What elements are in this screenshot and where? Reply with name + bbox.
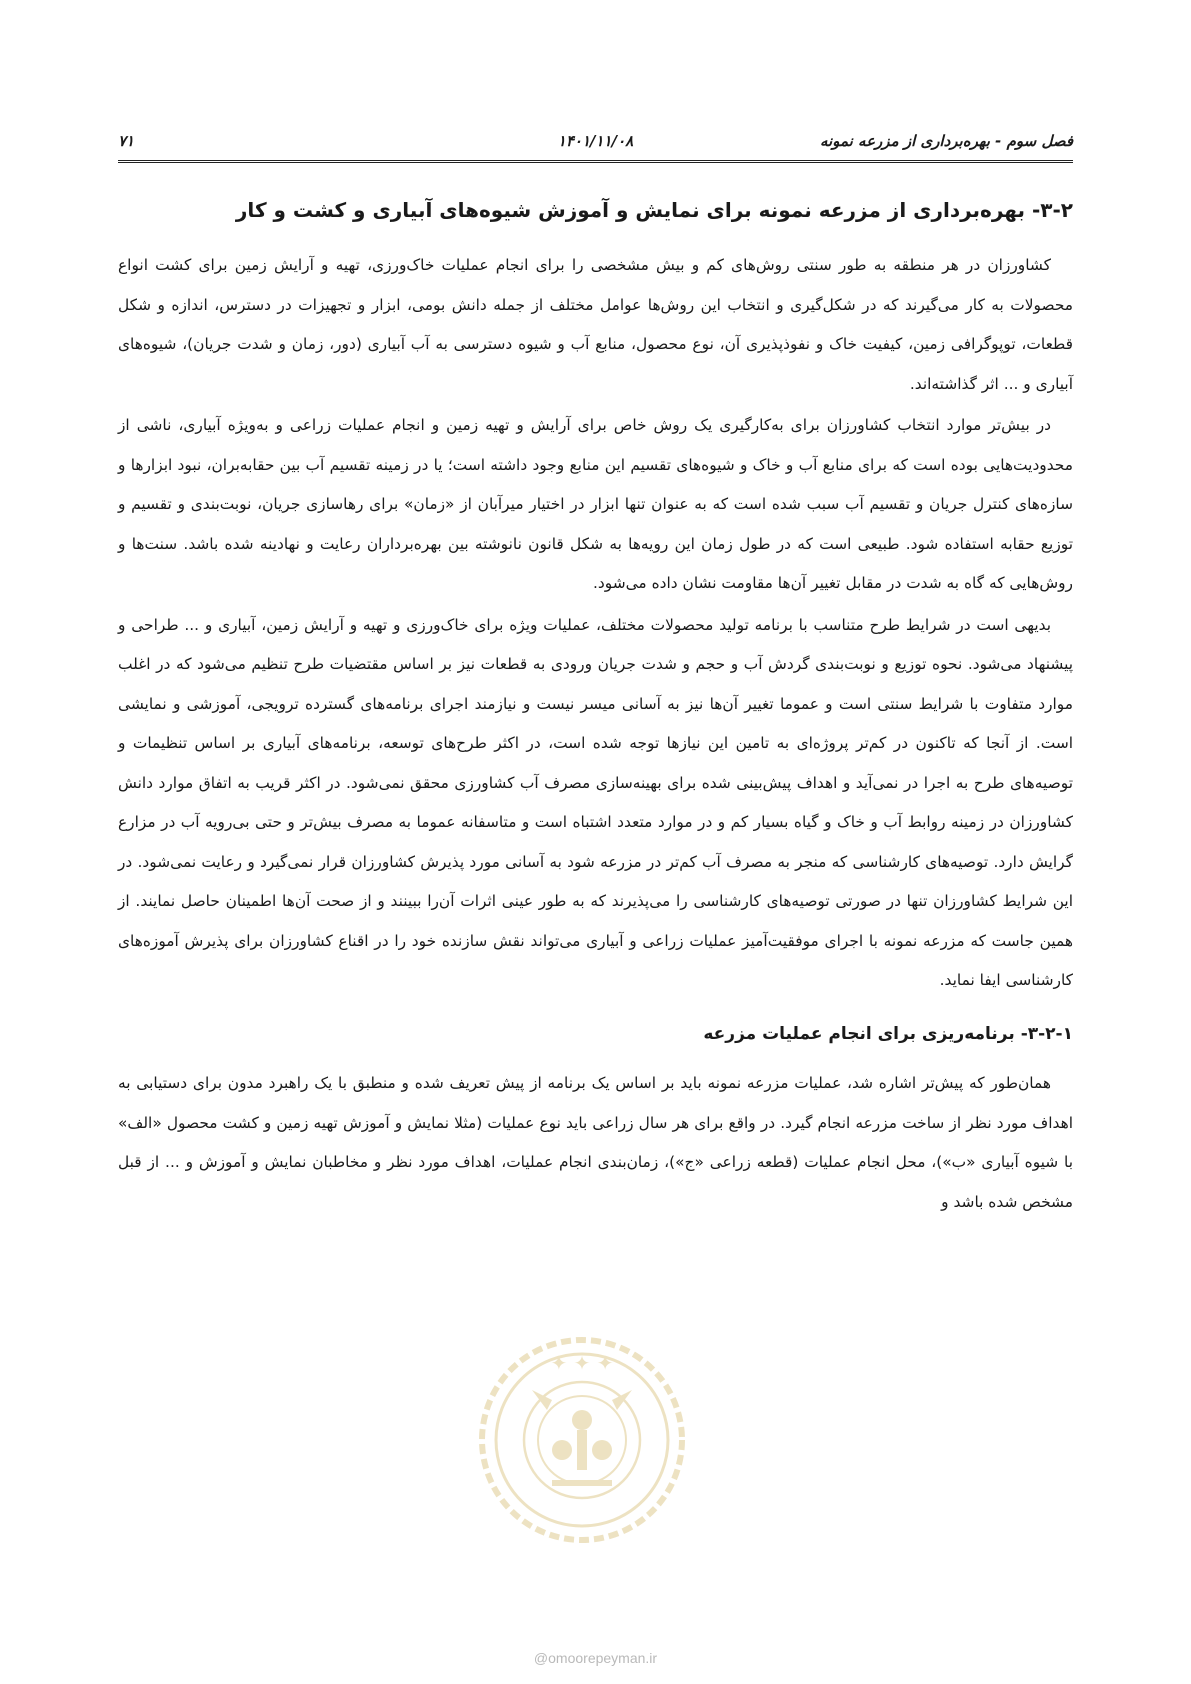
- paragraph: کشاورزان در هر منطقه به طور سنتی روش‌های کم و بیش مشخصی را برای انجام عملیات خاک‌ورزی، تهیه و آرایش زمین برای کشت انواع محصولات به کار می‌گیرند که در شکل‌گیری و انتخاب این روش‌ها عوامل مختلف از جمله دانش بومی، ابزار و تجهیزات در دسترس، اندازه و شکل قطعات، توپوگرافی زمین، کیفیت خاک و نفوذپذیری آن، نوع محصول، منابع آب و شیوه دسترسی به آب آبیاری (دور، زمان و شدت جریان)، شیوه‌های آبیاری و ... اثر گذاشته‌اند.: [118, 256, 1073, 393]
- subsection-heading: ۳-۲-۱- برنامه‌ریزی برای انجام عملیات مزرعه: [703, 1023, 1073, 1044]
- watermark-seal-icon: [472, 1330, 692, 1550]
- paragraph: بدیهی است در شرایط طرح متناسب با برنامه تولید محصولات مختلف، عملیات ویژه برای خاک‌ورزی و تهیه و آرایش زمین، آبیاری و ... طراحی و پیشنهاد می‌شود. نحوه توزیع و نوبت‌بندی گردش آب و حجم و شدت جریان ورودی به قطعات نیز بر اساس مقتضیات طرح تنظیم می‌شود که در اغلب موارد متفاوت با شرایط سنتی است و عموما تغییر آن‌ها نیز به آسانی میسر نیست و نیازمند اجرای برنامه‌های گسترده ترویجی، آموزشی و نمایشی است. از آنجا که تاکنون در کم‌تر پروژه‌ای به تامین این نیازها توجه شده است، در اکثر طرح‌های توسعه، برنامه‌های آبیاری بر اساس تنظیمات و توصیه‌های طرح به اجرا در نمی‌آید و اهداف پیش‌بینی شده برای بهینه‌سازی مصرف آب کشاورزی محقق نمی‌شود. در اکثر قریب به اتفاق موارد دانش کشاورزان در زمینه روابط آب و خاک و گیاه بسیار کم و در موارد متعدد اشتباه است و متاسفانه عموما به مصرف بیش‌تر و حتی بی‌رویه آب در مزارع گرایش دارد. توصیه‌های کارشناسی که منجر به مصرف آب کم‌تر در مزرعه شود به آسانی مورد پذیرش کشاورزان قرار نمی‌گیرد و رعایت نمی‌شود. در این شرایط کشاورزان تنها در صورتی توصیه‌های کارشناسی را می‌پذیرند که به طور عینی اثرات آن‌را ببینند و از صحت آن‌ها اطمینان حاصل نمایند. از همین جاست که مزرعه نمونه با اجرای موفقیت‌آمیز عملیات زراعی و آبیاری می‌تواند نقش سازنده خود را در اقناع کشاورزان برای پذیرش آموزه‌های کارشناسی ایفا نماید.: [118, 615, 1073, 989]
- watermark-site: @omoorepeyman.ir: [533, 1650, 658, 1666]
- svg-text:✦ ✦ ✦: ✦ ✦ ✦: [550, 1351, 614, 1375]
- body-content: [118, 188, 1073, 1224]
- paragraph: همان‌طور که پیش‌تر اشاره شد، عملیات مزرعه نمونه باید بر اساس یک برنامه از پیش تعریف شده و منطبق با یک راهبرد مدون برای دستیابی به اهداف مورد نظر از ساخت مزرعه انجام گیرد. در واقع برای هر سال زراعی باید نوع عملیات (مثلا نمایش و آموزش تهیه زمین و کشت محصول «الف» با شیوه آبیاری «ب»)، محل انجام عملیات (قطعه زراعی «ج»)، زمان‌بندی انجام عملیات، اهداف مورد نظر و مخاطبان نمایش و آموزش و ... از قبل مشخص شده باشد و: [118, 1074, 1073, 1211]
- header-date: ۱۴۰۱/۱۱/۰۸: [557, 132, 634, 150]
- page-number: ۷۱: [118, 132, 135, 150]
- running-header: [118, 130, 1073, 163]
- section-heading: ۳-۲- بهره‌برداری از مزرعه نمونه برای نمایش و آموزش شیوه‌های آبیاری و کشت و کار: [235, 198, 1073, 222]
- paragraph: در بیش‌تر موارد انتخاب کشاورزان برای به‌کارگیری یک روش خاص برای آرایش و تهیه زمین و انجام عملیات زراعی و به‌ویژه آبیاری، ناشی از محدودیت‌هایی بوده است که برای منابع آب و خاک و شیوه‌های تقسیم این منابع وجود داشته است؛ یا در زمینه تقسیم آب بین حقابه‌بران، نبود ابزارها و سازه‌های کنترل جریان و تقسیم آب سبب شده است که به عنوان تنها ابزار در اختیار میرآبان از «زمان» برای رهاسازی جریان، نوبت‌بندی و تقسیم و توزیع حقابه استفاده شود. طبیعی است که در طول زمان این رویه‌ها به شکل قانون نانوشته بین بهره‌برداران رعایت و نهادینه شده باشد. سنت‌ها و روش‌هایی که گاه به شدت در مقابل تغییر آن‌ها مقاومت نشان داده می‌شود.: [118, 416, 1073, 592]
- chapter-title: فصل سوم - بهره‌برداری از مزرعه نمونه: [820, 132, 1073, 150]
